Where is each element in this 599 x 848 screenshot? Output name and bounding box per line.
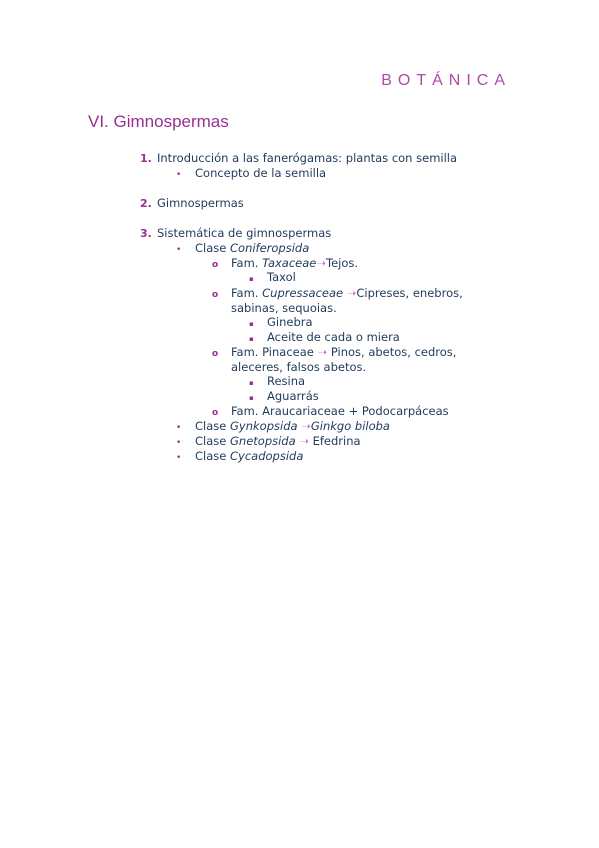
bullet-l3: ▪ [249, 394, 254, 402]
bullet-l2: o [212, 349, 219, 359]
item-taxol: Taxol [267, 270, 296, 284]
bullet-l3: ▪ [249, 335, 254, 343]
bullet-l2: o [212, 290, 219, 300]
outline-item-3-text: Sistemática de gimnospermas [157, 226, 332, 240]
arrow-icon: ➝ [301, 419, 311, 433]
bullet-l3: ▪ [249, 379, 254, 387]
outline-item-2 [140, 196, 152, 211]
class-cycadopsida: Clase Cycadopsida [195, 449, 304, 463]
bullet-l3: ▪ [249, 320, 254, 328]
outline-item-1-text: Introducción a las fanerógamas: plantas con semilla [157, 151, 458, 165]
bullet-l2: o [212, 408, 219, 418]
class-gnetopsida: Clase Gnetopsida ➝ Efedrina [195, 434, 361, 448]
bullet-l3: ▪ [249, 275, 254, 283]
family-pinaceae-line2: aleceres, falsos abetos. [231, 360, 367, 374]
item-number: 2. [140, 197, 152, 210]
class-coniferopsida: Clase Coniferopsida [195, 241, 310, 255]
item-number: 1. [140, 152, 152, 165]
bullet-l2: o [212, 260, 219, 270]
section-title: VI. Gimnospermas [88, 112, 229, 131]
outline-item-1 [140, 151, 152, 166]
bullet-l1: • [176, 438, 182, 448]
family-araucariaceae: Fam. Araucariaceae + Podocarpáceas [231, 404, 449, 418]
item-aceite: Aceite de cada o miera [267, 330, 400, 344]
outline-item-1a: Concepto de la semilla [195, 166, 327, 180]
outline-item-2-text: Gimnospermas [157, 196, 244, 210]
outline-item-3 [140, 226, 152, 241]
bullet-l1: • [176, 245, 182, 255]
item-resina: Resina [267, 374, 306, 388]
family-cupressaceae-line2: sabinas, sequoias. [231, 301, 337, 315]
bullet-l1: • [176, 453, 182, 463]
arrow-icon: ➝ [316, 256, 327, 270]
item-ginebra: Ginebra [267, 315, 313, 329]
bullet-l1: • [176, 423, 182, 433]
family-cupressaceae: Fam. Cupressaceae ➝Cipreses, enebros, [231, 286, 463, 300]
arrow-icon: ➝ [299, 434, 309, 448]
family-pinaceae: Fam. Pinaceae ➝ Pinos, abetos, cedros, [231, 345, 457, 359]
family-taxaceae: Fam. Taxaceae➝Tejos. [231, 256, 359, 270]
class-gynkopsida: Clase Gynkopsida ➝Ginkgo biloba [195, 419, 390, 433]
arrow-icon: ➝ [317, 345, 328, 359]
arrow-icon: ➝ [346, 286, 357, 300]
item-aguarras: Aguarrás [267, 389, 319, 403]
item-number: 3. [140, 227, 152, 240]
document-header: BOTÁNICA [381, 72, 511, 89]
bullet-l1: • [176, 170, 182, 180]
